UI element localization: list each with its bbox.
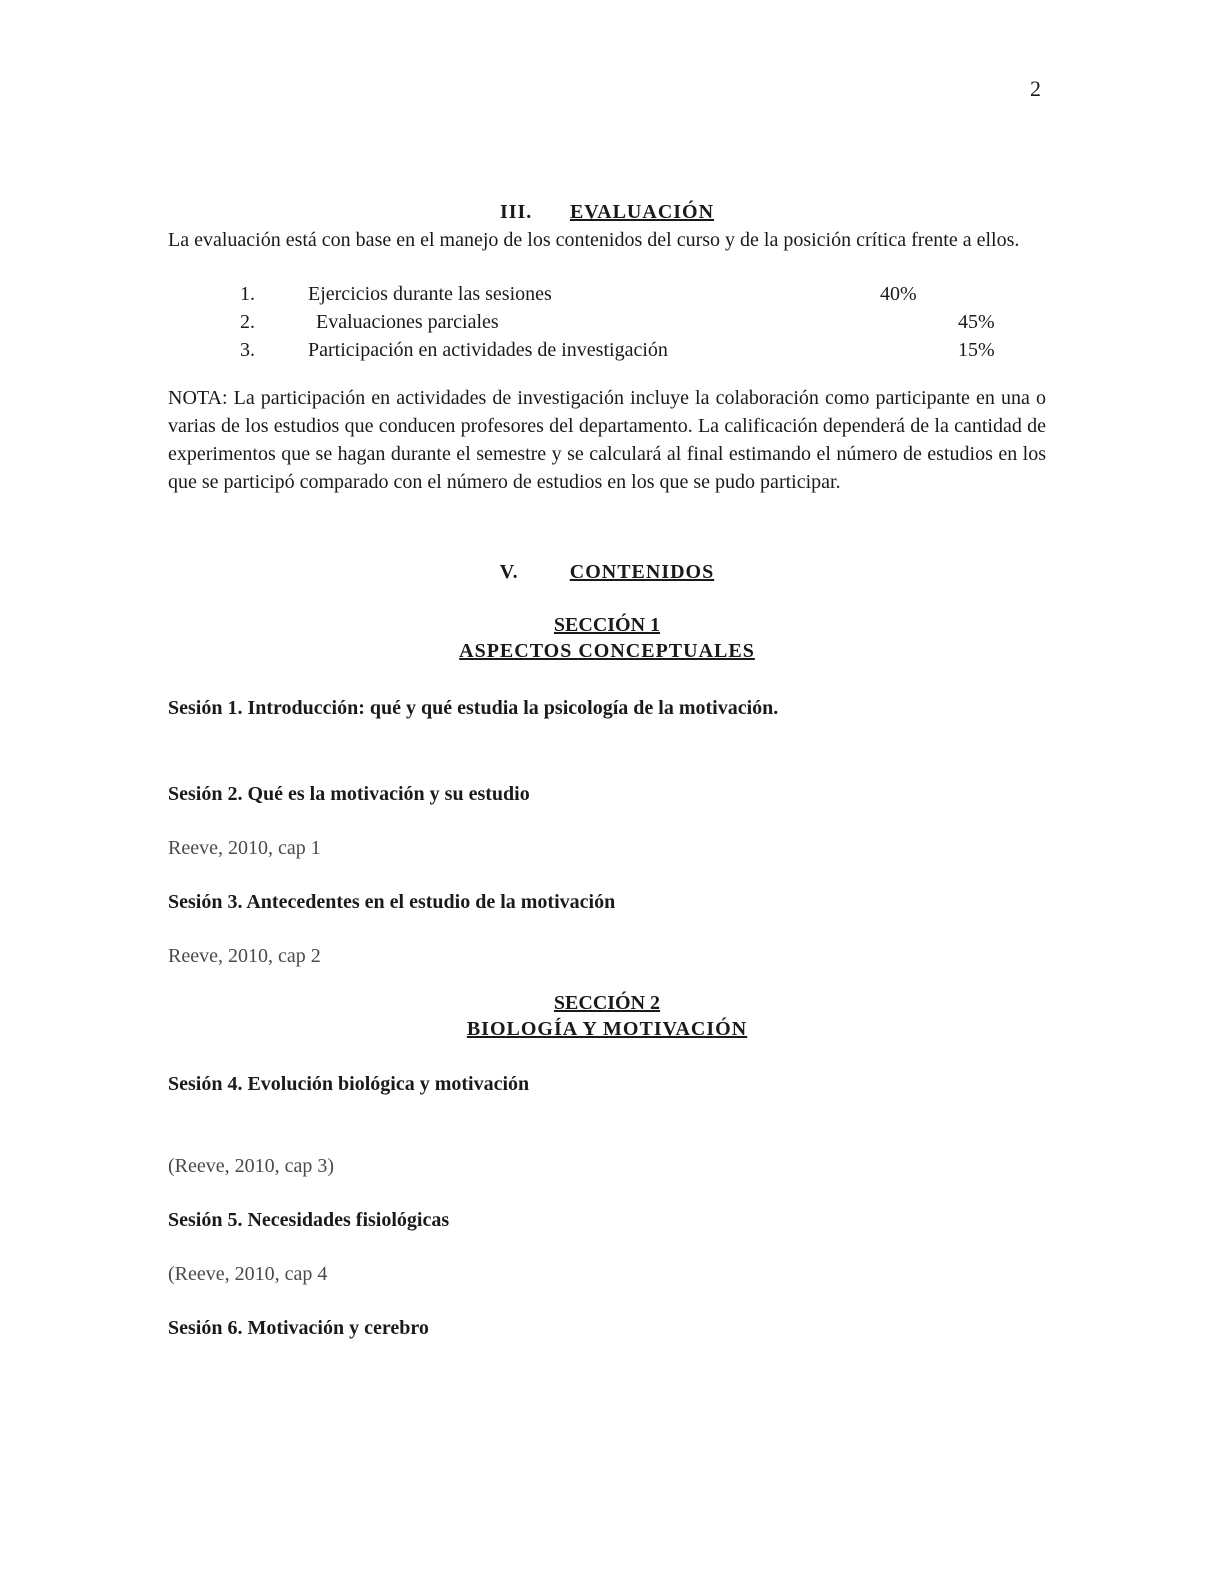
session-reference: (Reeve, 2010, cap 3) — [168, 1155, 335, 1177]
session-title: Sesión 3. Antecedentes en el estudio de la motivación — [168, 891, 616, 913]
evaluation-intro: La evaluación está con base en el manejo de los contenidos del curso y de la posición crítica frente a ellos. — [168, 229, 1020, 251]
session-title: Sesión 6. Motivación y cerebro — [168, 1317, 429, 1339]
criteria-item — [168, 336, 1046, 364]
document-body — [168, 198, 1046, 1342]
session-reference: (Reeve, 2010, cap 4 — [168, 1263, 328, 1285]
evaluation-heading — [168, 198, 1046, 226]
section-number: SECCIÓN 2 — [553, 992, 661, 1014]
section-title: ASPECTOS CONCEPTUALES — [459, 640, 755, 662]
section-title: BIOLOGÍA Y MOTIVACIÓN — [466, 1018, 748, 1040]
section-number: SECCIÓN 1 — [553, 614, 661, 636]
session-title: Sesión 2. Qué es la motivación y su estudio — [168, 783, 530, 805]
session-reference: Reeve, 2010, cap 2 — [168, 945, 321, 967]
criteria-number: 1. — [240, 283, 255, 305]
section-heading — [168, 612, 1046, 664]
evaluation-title: EVALUACIÓN — [569, 201, 715, 223]
contents-title: CONTENIDOS — [569, 561, 715, 583]
criteria-number: 3. — [240, 339, 255, 361]
contents-numeral: V. — [499, 561, 519, 583]
criteria-label: Participación en actividades de investigación — [308, 339, 668, 361]
session-title: Sesión 1. Introducción: qué y qué estudia la psicología de la motivación. — [168, 697, 779, 719]
criteria-percent: 45% — [958, 311, 995, 333]
criteria-number: 2. — [240, 311, 255, 333]
evaluation-numeral: III. — [499, 201, 533, 223]
session-title: Sesión 5. Necesidades fisiológicas — [168, 1209, 450, 1231]
evaluation-note: NOTA: La participación en actividades de investigación incluye la colaboración como participante en una o varias de los estudios que conducen profesores del departamento. La calificación dependerá de la cantidad de experimentos que se hagan durante el semestre y se calculará al final estimando el número de estudios en los que se participó comparado con el número de estudios en los que se pudo participar. — [168, 387, 1046, 493]
criteria-item — [168, 308, 1046, 336]
evaluation-criteria-list — [168, 280, 1046, 364]
session-reference: Reeve, 2010, cap 1 — [168, 837, 321, 859]
page-number: 2 — [1030, 76, 1041, 101]
session-title: Sesión 4. Evolución biológica y motivación — [168, 1073, 530, 1095]
criteria-label: Evaluaciones parciales — [316, 311, 499, 333]
criteria-percent: 15% — [958, 339, 995, 361]
section-heading — [168, 990, 1046, 1042]
criteria-item — [168, 280, 1046, 308]
criteria-percent: 40% — [880, 283, 917, 305]
criteria-label: Ejercicios durante las sesiones — [308, 283, 552, 305]
contents-heading — [168, 558, 1046, 586]
